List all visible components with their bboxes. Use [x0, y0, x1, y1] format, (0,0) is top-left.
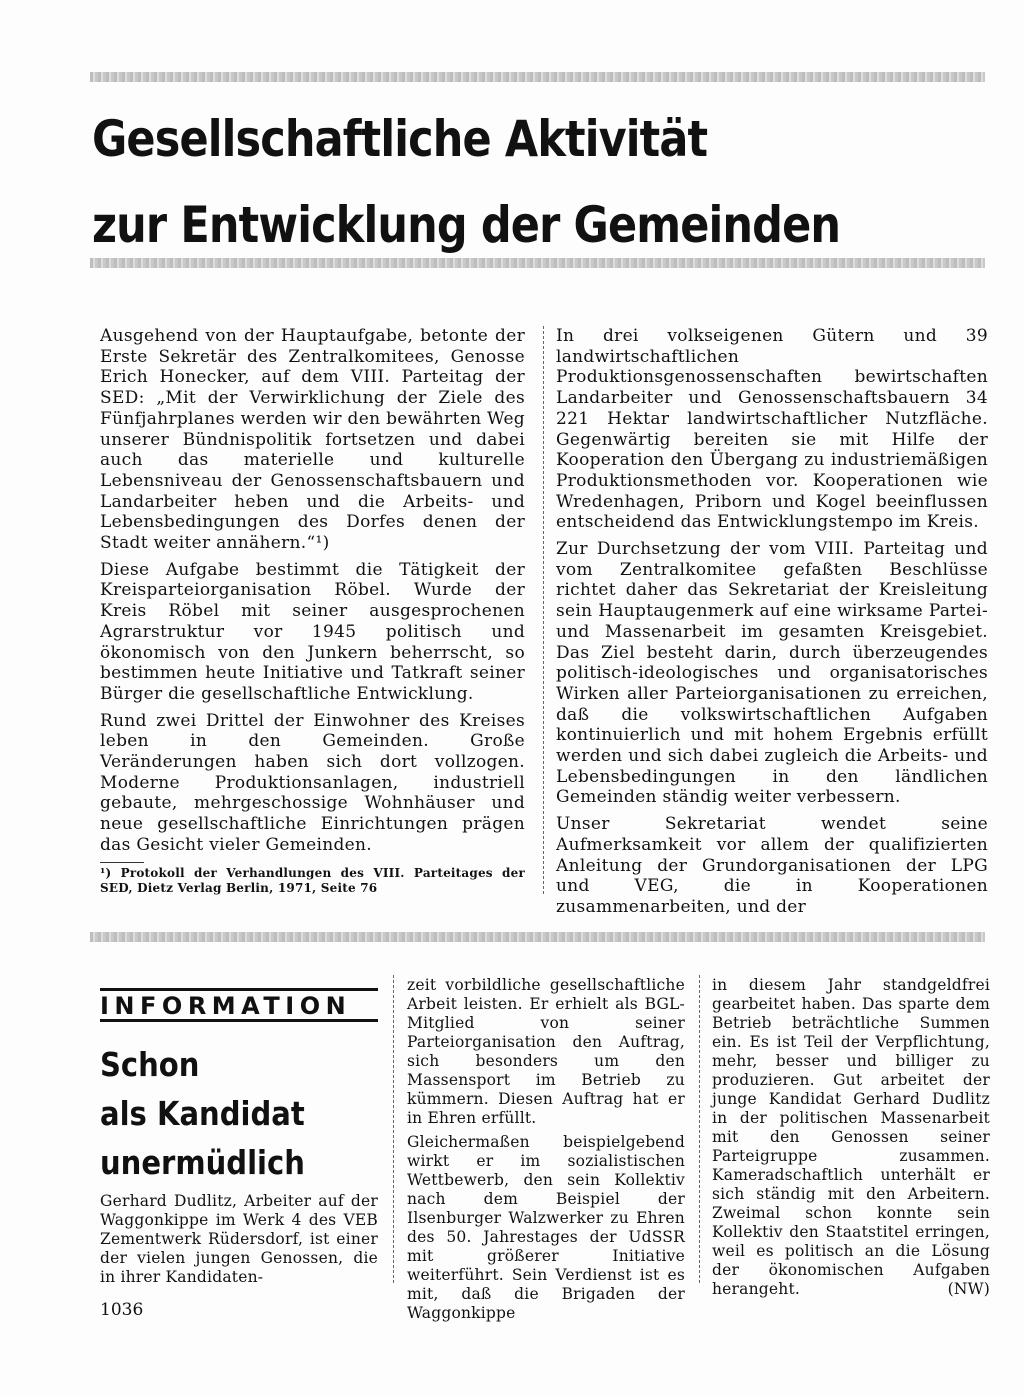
paragraph: Gerhard Dudlitz, Arbeiter auf der Waggonkippe im Werk 4 des VEB Zementwerk Rüdersdorf, ist einer der vielen jungen Genossen, die in ihrer Kandidaten- [100, 1192, 378, 1286]
article-title [92, 96, 866, 268]
right-column [556, 326, 988, 924]
info-title [100, 1040, 355, 1187]
info-column-divider-1 [393, 975, 394, 1283]
title-bottom-rule [90, 258, 985, 268]
title-line-1: Gesellschaftliche Aktivität [92, 110, 708, 168]
footnote-rule [100, 862, 144, 863]
info-column-1 [100, 1192, 378, 1292]
paragraph: Rund zwei Drittel der Einwohner des Kreises leben in den Gemeinden. Große Veränderungen haben sich dort vollzogen. Moderne Produktionsanlagen, industriell gebaute, mehrgeschossige Wohnhäuser und neue gesellschaftliche Einrichtungen prägen das Gesicht vieler Gemeinden. [100, 710, 525, 855]
page-number: 1036 [100, 1300, 144, 1320]
info-title-line-2: als Kandidat [100, 1094, 305, 1133]
author-signature: (NW) [947, 1280, 990, 1298]
column-divider [543, 326, 544, 894]
paragraph [712, 976, 990, 1299]
paragraph: Gleichermaßen beispielgebend wirkt er im sozialistischen Wettbewerb, den sein Kollektiv nach dem Beispiel der Ilsenburger Walzwerker zu Ehren des 50. Jahrestages der UdSSR mit größerer Initiative weiterführt. Sein Verdienst ist es mit, daß die Brigaden der Waggonkippe [407, 1133, 685, 1322]
paragraph: In drei volkseigenen Gütern und 39 landwirtschaftlichen Produktionsgenossenschaften bewirtschaften Landarbeiter und Genossenschaftsbauern 34 221 Hektar landwirtschaftlicher Nutzfläche. Gegenwärtig bereiten sie mit Hilfe der Kooperation den Übergang zu industriemäßigen Produktionsmethoden vor. Kooperationen wie Wredenhagen, Priborn und Kogel beeinflussen entscheidend das Entwicklungstempo im Kreis. [556, 326, 988, 533]
paragraph: Zur Durchsetzung der vom VIII. Parteitag und vom Zentralkomitee gefaßten Beschlüsse richtet daher das Sekretariat der Kreisleitung sein Hauptaugenmerk auf eine wirksame Partei- und Massenarbeit im gesamten Kreisgebiet. Das Ziel besteht darin, durch überzeugendes politisch-ideologisches und organisatorisches Wirken aller Parteiorganisationen zu erreichen, daß die volkswirtschaftlichen Aufgaben kontinuierlich und mit hohem Ergebnis erfüllt werden und sich dabei zugleich die Arbeits- und Lebensbedingungen in den ländlichen Gemeinden ständig weiter verbessern. [556, 539, 988, 808]
paragraph: Unser Sekretariat wendet seine Aufmerksamkeit vor allem der qualifizierten Anleitung der Grundorganisationen der LPG und VEG, die in Kooperationen zusammenarbeiten, und der [556, 814, 988, 917]
left-column [100, 326, 525, 896]
top-decorative-rule [90, 72, 985, 82]
paragraph: Ausgehend von der Hauptaufgabe, betonte der Erste Sekretär des Zentralkomitees, Genosse Erich Honecker, auf dem VIII. Parteitag der SED: „Mit der Verwirklichung der Ziele des Fünfjahrplanes werden wir den bewährten Weg unserer Bündnispolitik fortsetzen und dabei auch das materielle und kulturelle Lebensniveau der Genossenschaftsbauern und Landarbeiter heben und die Arbeits- und Lebensbedingungen des Dorfes denen der Stadt weiter annähern.“¹) [100, 326, 525, 554]
paragraph: Diese Aufgabe bestimmt die Tätigkeit der Kreisparteiorganisation Röbel. Wurde der Kreis Röbel mit seiner ausgesprochenen Agrarstruktur vor 1945 politisch und ökonomisch von den Junkern beherrscht, so bestimmen heute Initiative und Tatkraft seiner Bürger die gesellschaftliche Entwicklung. [100, 559, 525, 704]
paragraph-text: in diesem Jahr standgeldfrei gearbeitet haben. Das sparte dem Betrieb beträchtliche Summen ein. Es ist Teil der Verpflichtung, mehr, besser und billiger zu produzieren. Gut arbeitet der junge Kandidat Gerhard Dudlitz in der politischen Massenarbeit mit den Genossen seiner Parteigruppe zusammen. Kameradschaftlich unterhält er sich ständig mit den Arbeitern. Zweimal schon konnte sein Kollektiv den Staatstitel erringen, weil es politisch an die Lösung der ökonomischen Aufgaben herangeht. [712, 976, 990, 1298]
information-label: INFORMATION [100, 988, 378, 1022]
section-divider-rule [90, 932, 985, 942]
paragraph: zeit vorbildliche gesellschaftliche Arbeit leisten. Er erhielt als BGL-Mitglied von seiner Parteiorganisation den Auftrag, sich besonders um den Massensport im Betrieb zu kümmern. Diesen Auftrag hat er in Ehren erfüllt. [407, 976, 685, 1127]
info-column-3 [712, 976, 990, 1304]
footnote: ¹) Protokoll der Verhandlungen des VIII. Parteitages der SED, Dietz Verlag Berlin, 1971, Seite 76 [100, 865, 525, 895]
info-column-2 [407, 976, 685, 1328]
info-title-line-3: unermüdlich [100, 1143, 305, 1182]
info-column-divider-2 [699, 975, 700, 1283]
info-title-line-1: Schon [100, 1045, 200, 1084]
title-line-2: zur Entwicklung der Gemeinden [92, 196, 841, 254]
